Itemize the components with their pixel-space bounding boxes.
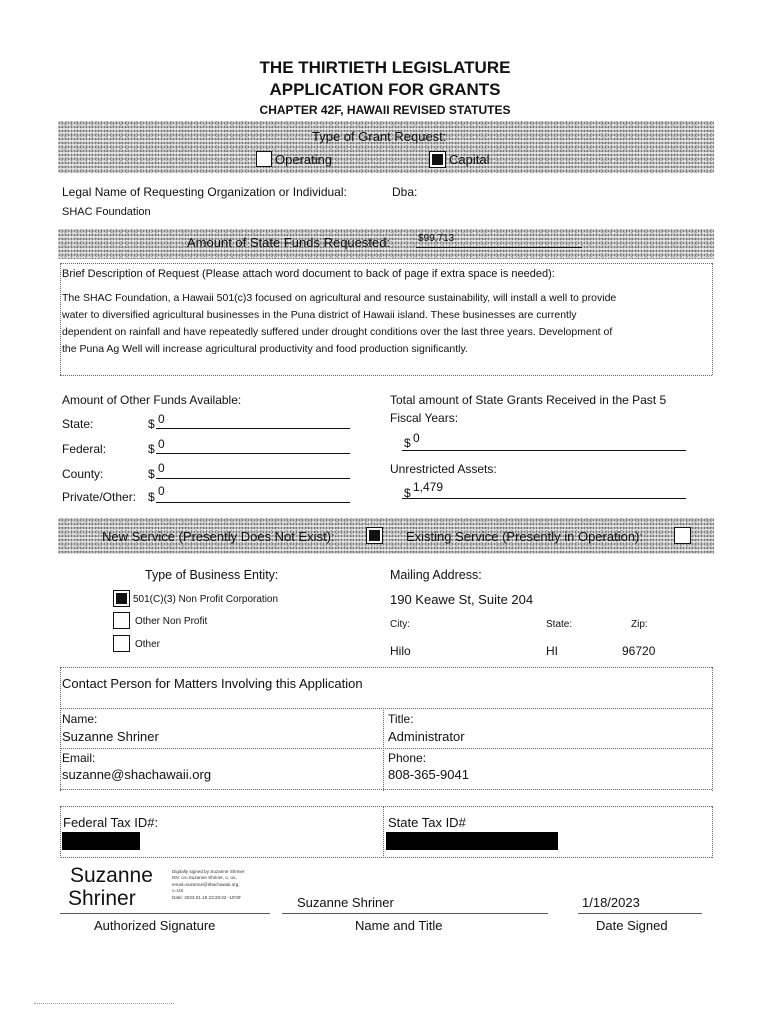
grant-type-label: Type of Grant Request: [312,129,447,144]
mailing-street[interactable]: 190 Keawe St, Suite 204 [390,592,534,607]
existing-service-label: Existing Service (Presently in Operation): [406,529,643,544]
digital-note-line: Date: 2023.01.18 23:28:32 -10'00' [172,894,242,900]
description-line: water to diversified agricultural businesses in the Puna district of Hawaii island. These businesses are currently [62,309,577,321]
unrestricted-assets-value[interactable]: 1,479 [413,480,444,494]
zip-label: Zip: [631,619,648,630]
date-signed-label: Date Signed [596,918,668,933]
entity-other-label: Other [135,639,161,650]
signer-name-title[interactable]: Suzanne Shriner [297,895,394,910]
state-funds-value[interactable]: 0 [158,412,165,426]
state-grants-title-line1: Total amount of State Grants Received in the Past 5 [390,393,667,407]
private-funds-label: Private/Other: [62,490,137,504]
state-grants-title-line2: Fiscal Years: [390,411,459,425]
contact-right-border [712,667,713,791]
state-grants-currency: $ [404,436,411,450]
new-service-checkbox[interactable] [366,527,383,544]
state-funds-currency: $ [148,417,155,431]
contact-title: Contact Person for Matters Involving this Application [62,676,363,691]
county-funds-line [156,478,350,479]
digital-note-line: Digitally signed by Suzanne Shriner [172,869,245,874]
digital-note-line: DN: cn=Suzanne Shriner, o, ou, [172,875,237,881]
contact-phone-value[interactable]: 808-365-9041 [388,767,469,782]
description-line: The SHAC Foundation, a Hawaii 501(c)3 focused on agricultural and resource sustainability, will install a well to provide [62,292,617,304]
description-line: dependent on rainfall and have repeatedly suffered under drought conditions over the last three years. Development of [62,326,613,338]
entity-501c3-checkbox[interactable] [113,590,130,607]
private-funds-line [156,502,350,503]
unrestricted-assets-label: Unrestricted Assets: [390,462,497,476]
county-funds-value[interactable]: 0 [158,461,165,475]
entity-other-checkbox[interactable] [113,635,130,652]
organization-name: SHAC Foundation [62,206,151,218]
name-title-label: Name and Title [355,918,443,933]
dba-label: Dba: [392,185,418,199]
state-label: State: [546,619,573,630]
description-top-border [60,263,712,264]
form-statute: CHAPTER 42F, HAWAII REVISED STATUTES [259,103,511,117]
contact-title-value[interactable]: Administrator [388,729,465,744]
new-service-label: New Service (Presently Does Not Exist): [102,529,335,544]
other-funds-title: Amount of Other Funds Available: [62,393,242,407]
contact-name-value[interactable]: Suzanne Shriner [62,729,159,744]
private-funds-currency: $ [148,490,155,504]
state-funds-line [156,428,350,429]
amount-label: Amount of State Funds Requested: [187,235,391,250]
operating-checkbox[interactable] [256,151,272,167]
tax-top-border [60,806,712,807]
name-title-line [282,913,548,914]
footer-scan-mark [34,1003,174,1004]
digital-signature-note [172,869,245,901]
tax-right-border [712,806,713,858]
description-left-border [60,263,61,375]
federal-funds-line [156,453,350,454]
federal-funds-label: Federal: [62,442,107,456]
signature-name-line2[interactable]: Shriner [68,887,136,910]
amount-value[interactable]: $99,713 [418,233,455,244]
federal-funds-currency: $ [148,442,155,456]
state-tax-label: State Tax ID# [388,815,466,830]
signature-line [60,913,270,914]
unrestricted-assets-line [402,498,686,499]
contact-email-label: Email: [62,751,96,765]
entity-title: Type of Business Entity: [145,568,279,582]
entity-501c3-label: 501(C)(3) Non Profit Corporation [133,594,279,605]
date-signed-value[interactable]: 1/18/2023 [582,895,640,910]
federal-funds-value[interactable]: 0 [158,437,165,451]
state-grants-line [402,450,686,451]
entity-other-nonprofit-label: Other Non Profit [135,616,208,627]
mailing-title: Mailing Address: [390,568,482,582]
contact-top-border [60,667,712,668]
authorized-signature-label: Authorized Signature [94,918,216,933]
county-funds-currency: $ [148,467,155,481]
capital-checkbox[interactable] [429,151,446,168]
capital-label: Capital [449,152,490,167]
contact-row-divider [60,748,712,749]
description-right-border [712,263,713,375]
contact-column-divider [383,708,384,791]
city-label: City: [390,619,410,630]
digital-note-line: email=suzanne@shachawaii.org, [172,881,240,887]
digital-note-line: c=US [172,888,184,894]
private-funds-value[interactable]: 0 [158,484,165,498]
state-funds-label: State: [62,417,94,431]
signature-name-line1[interactable]: Suzanne [70,864,153,887]
existing-service-checkbox[interactable] [674,527,691,544]
amount-underline [416,247,582,248]
state-tax-redaction [386,832,558,850]
contact-name-label: Name: [62,712,98,726]
form-title: THE THIRTIETH LEGISLATURE [259,58,511,77]
tax-bottom-border [60,857,712,858]
entity-other-nonprofit-checkbox[interactable] [113,612,130,629]
federal-tax-label: Federal Tax ID#: [63,815,159,830]
description-text[interactable] [62,290,717,358]
unrestricted-assets-currency: $ [404,486,411,500]
tax-column-divider [383,806,384,858]
tax-left-border [60,806,61,858]
contact-email-value[interactable]: suzanne@shachawaii.org [62,767,212,782]
form-subtitle: APPLICATION FOR GRANTS [269,80,501,99]
contact-title-label: Title: [388,712,414,726]
description-line: the Puna Ag Well will increase agricultural productivity and food production significantly. [62,343,468,355]
city-value[interactable]: Hilo [390,644,411,658]
contact-phone-label: Phone: [388,751,427,765]
contact-left-border [60,667,61,791]
description-label: Brief Description of Request (Please attach word document to back of page if extra space is needed): [62,268,555,280]
federal-tax-redaction [62,832,140,850]
date-line [578,913,702,914]
legal-name-label: Legal Name of Requesting Organization or Individual: [62,185,347,199]
description-bottom-border [60,375,712,376]
zip-value[interactable]: 96720 [622,644,656,658]
state-grants-value[interactable]: 0 [413,431,420,445]
contact-bottom-border [60,789,712,790]
state-value[interactable]: HI [546,644,558,658]
contact-title-divider [60,708,712,709]
county-funds-label: County: [62,467,104,481]
operating-label: Operating [275,152,333,167]
